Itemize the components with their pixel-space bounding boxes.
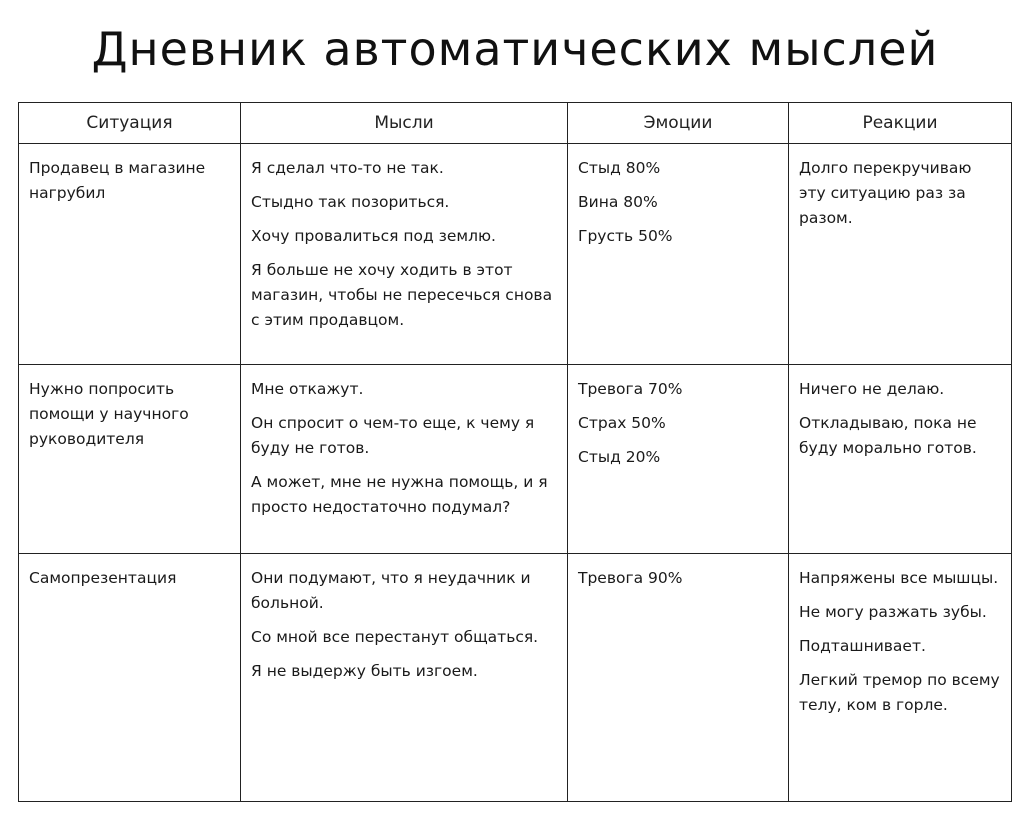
reaction-item: Не могу разжать зубы. — [799, 603, 987, 621]
column-header-situation: Ситуация — [19, 103, 241, 144]
table-row — [19, 365, 1012, 554]
thought-item: Я больше не хочу ходить в этот магазин, чтобы не пересечься снова с этим продавцом. — [251, 261, 553, 329]
reactions-cell — [789, 144, 1012, 365]
emotion-item: Тревога 90% — [578, 569, 683, 587]
table-row — [19, 554, 1012, 802]
page-title: Дневник автоматических мыслей — [91, 22, 939, 76]
emotion-item: Страх 50% — [578, 414, 666, 432]
thought-item: Они подумают, что я неудачник и больной. — [251, 569, 531, 612]
situation-cell — [19, 365, 241, 554]
reactions-cell — [789, 365, 1012, 554]
thought-item: А может, мне не нужна помощь, и я просто недостаточно подумал? — [251, 473, 548, 516]
thoughts-cell — [241, 554, 568, 802]
thought-item: Я не выдержу быть изгоем. — [251, 662, 478, 680]
emotion-item: Тревога 70% — [578, 380, 683, 398]
reaction-item: Подташнивает. — [799, 637, 926, 655]
situation-cell — [19, 144, 241, 365]
emotion-item: Стыд 20% — [578, 448, 661, 466]
table-row — [19, 144, 1012, 365]
column-header-emotions: Эмоции — [568, 103, 789, 144]
reactions-cell — [789, 554, 1012, 802]
thoughts-cell — [241, 144, 568, 365]
thought-item: Хочу провалиться под землю. — [251, 227, 496, 245]
thought-item: Я сделал что-то не так. — [251, 159, 444, 177]
situation-text: Нужно попросить помощи у научного руководителя — [29, 380, 189, 448]
thoughts-cell — [241, 365, 568, 554]
reaction-item: Напряжены все мышцы. — [799, 569, 999, 587]
situation-text: Самопрезентация — [29, 569, 177, 587]
situation-cell — [19, 554, 241, 802]
thought-diary-table — [18, 102, 1012, 802]
emotions-cell — [568, 365, 789, 554]
thought-item: Он спросит о чем-то еще, к чему я буду не готов. — [251, 414, 535, 457]
reaction-item: Долго перекручиваю эту ситуацию раз за разом. — [799, 159, 972, 227]
emotion-item: Вина 80% — [578, 193, 658, 211]
column-header-reactions: Реакции — [789, 103, 1012, 144]
emotions-cell — [568, 144, 789, 365]
thought-item: Со мной все перестанут общаться. — [251, 628, 539, 646]
column-header-thoughts: Мысли — [241, 103, 568, 144]
thought-item: Стыдно так позориться. — [251, 193, 450, 211]
emotions-cell — [568, 554, 789, 802]
emotion-item: Грусть 50% — [578, 227, 673, 245]
thought-item: Мне откажут. — [251, 380, 364, 398]
emotion-item: Стыд 80% — [578, 159, 661, 177]
situation-text: Продавец в магазине нагрубил — [29, 159, 206, 202]
reaction-item: Легкий тремор по всему телу, ком в горле. — [799, 671, 1000, 714]
header-row — [19, 103, 1012, 144]
reaction-item: Ничего не делаю. — [799, 380, 945, 398]
reaction-item: Откладываю, пока не буду морально готов. — [799, 414, 977, 457]
